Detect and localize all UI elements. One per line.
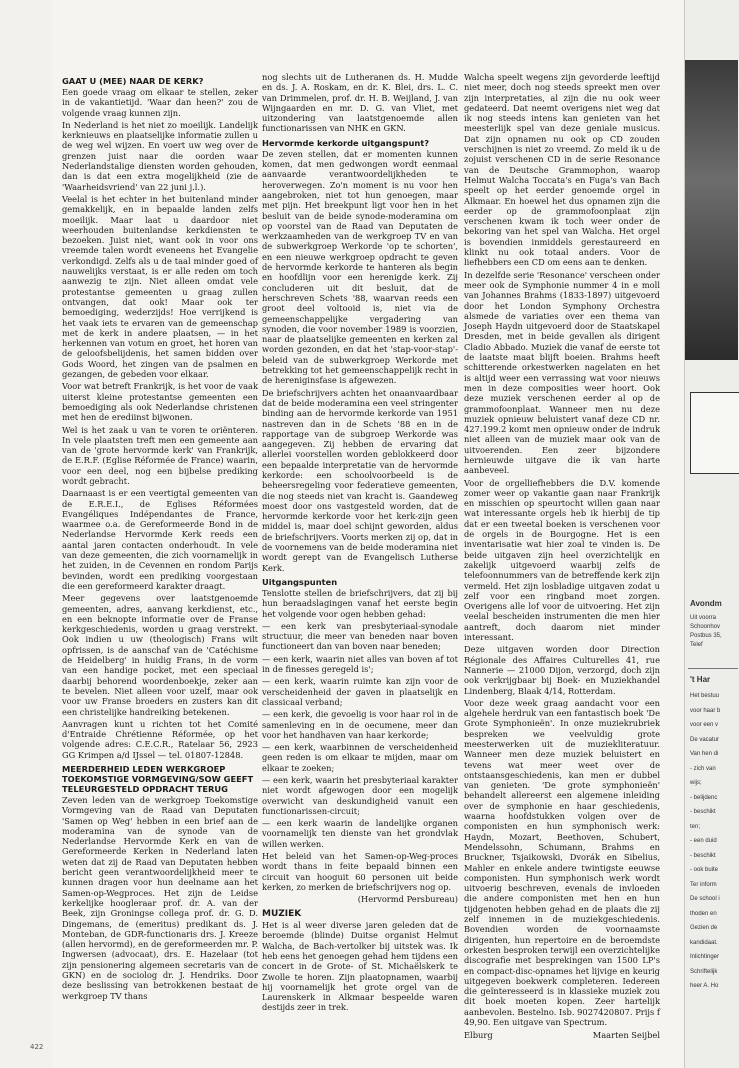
adjacent-photo — [685, 60, 738, 360]
byline-place: Elburg — [464, 1030, 493, 1041]
adjacent-text-line: Schoonhov — [690, 624, 721, 630]
section-heading: MEERDERHEID LEDEN WERKGROEP TOEKOMSTIGE VORMGEVING/SOW GEEFT TELEURGESTELD OPDRACHT TERUG — [62, 764, 254, 794]
paragraph: Meer gegevens over laatstgenoemde gemeenten, adres, aanvang kerkdienst, etc., en een beknopte informatie over de Franse kerkgeschiedenis, worden u graag verstrekt. Ook indien u uw (theologisch) Frans wilt opfrissen, is de aanschaf van de 'Catéchisme de Heidelberg' in huidig Frans, in de vorm van een handige pocket, met een speciaal daarbij behorend woordenboekje, zeker aan te bevelen. Niet alleen voor uzelf, maar ook voor uw Franse broeders en zusters kan dit een christelijke handreiking betekenen. — [62, 593, 258, 717]
paragraph: De zeven stellen, dat er momenten kunnen komen, dat men gedwongen wordt eenmaal aanvaarde verantwoordelijkheden te heroverwegen. Zo'n moment is nu voor hen aangebroken, niet tot hun genoegen, maar met pijn. Het breekpunt ligt voor hen in het besluit van de beide synode-moderamina om op voorstel van de Raad van Deputaten de werkzaamheden van de werkgroep TV en van de subwerkgroep Werkorde 'op te schorten', en een nieuwe werkgroep opdracht te geven de hervormde kerkorde te hanteren als begin en hoofdlijn voor een herenigde kerk. Zij concluderen uit dit besluit, dat de herschreven Schets '88, waarvan reeds een groot deel voltooid is, niet via de gemeenschappelijke vergadering van synoden, die voor november 1989 is voorzien, naar de plaatselijke gemeenten en kerken zal worden gezonden, en dat het 'stap-voor-stap'-beleid van de subwerkgroep Werkorde met betrekking tot het gemeenschappelijk recht in de hereniginsfase is afgewezen. — [262, 148, 458, 386]
adjacent-text-line: - een duid — [690, 838, 717, 844]
section-heading: Hervormde kerkorde uitgangspunt? — [262, 137, 430, 148]
paragraph: Zeven leden van de werkgroep Toekomstige Vormgeving van de Raad van Deputaten 'Samen op Weg' hebben in een brief aan de moderamina van de synode van de Nederlandse Hervormde Kerk en van de Gereformeerde Kerken in Nederland laten weten dat zij de Raad van Deputaten hebben bericht geen verantwoordelijkheid meer te kunnen dragen voor hun deelname aan het Samen-op-Wegproces. Het zijn de Leidse kerkelijke hoogleraar prof. dr. A. van der Beek, zijn Groningse collega prof. dr. G. D. Dingemans, de (emeritus) predikant ds. J. Monteban, de GDR-functionaris drs. J. Kreeze (allen hervormd), en de gereformeerden mr. P. Ingwersen (advocaat), drs. E. Hazelaar (tot zijn pensionering algemeen secretaris van de GKN) en de sociolog dr. J. Hendriks. Door deze beslissing van betrokkenen bestaat de werkgroep TV thans — [62, 795, 258, 1001]
section-heading: MUZIEK — [262, 908, 302, 919]
paragraph: — een kerk waarin de landelijke organen voornamelijk ten dienste van het grondvlak willen werken. — [262, 818, 458, 849]
adjacent-text-line: Uit voorra — [690, 615, 717, 621]
adjacent-text-line: Ter inform — [690, 881, 717, 888]
paragraph: De briefschrijvers achten het onaanvaardbaar dat de beide moderamina een veel stringenter binding aan de hervormde kerkorde van 1951 nastreven dan in de Schets '88 en in de rapportage van de subgroep Werkorde was aangegeven. Zij hebben de ervaring dat allerlei voorstellen worden geblokkeerd door een bepaalde interpretatie van de hervormde kerkorde: een schoolvoorbeeld is de beheersregeling voor federatieve gemeenten, die nog steeds niet van kracht is. Gaandeweg moest door ons vastgesteld worden, dat de hervormde kerkorde voor het kerk-zijn geen middel is, maar doel schijnt geworden, aldus de briefschrijvers. Voorts merken zij op, dat in de voornemens van de beide moderamina niet wordt gerept van de Evangelisch Lutherse Kerk. — [262, 387, 458, 573]
section-heading: GAAT U (MEE) NAAR DE KERK? — [62, 76, 204, 86]
paragraph: — een kerk, waarin niet alles van boven af tot in de finesses geregeld is'; — [262, 653, 458, 675]
adjacent-box2-heading: 't Har — [690, 675, 711, 684]
adjacent-text-line: thoden en — [690, 910, 717, 917]
paragraph: In dezelfde serie 'Resonance' verscheen onder meer ook de Symphonie nummer 4 in e moll van Johannes Brahms (1833-1897) uitgevoerd door het London Symphony Orchestra alsmede de variaties over een thema van Joseph Haydn uitgevoerd door de Staatskapel Dresden, met in beide gevallen als dirigent Cladio Abbado. Muziek die vanaf de eerste tot de laatste maat blijft boeien. Brahms heeft schitterende orkestwerken nagelaten en het is altijd weer een verrassing wat voor nieuws men in deze composities weer hoort. Ook deze muziek verschenen eerder al op de grammofoonplaat. Wanneer men nu deze muziek opnieuw beluistert vanaf deze CD nr. 427.199.2 komt men opnieuw onder de indruk niet alleen van de muziek maar ook van de uitvoerenden. Een zeer bijzondere hernieuwde uitgave die ik van harte aanbeveel. — [464, 269, 660, 476]
paragraph: In Nederland is het niet zo moeilijk. Landelijk kerknieuws en plaatselijke informatie zullen u de weg wel wijzen. En voert uw weg over de grenzen juist naar die oorden waar Nederlandstalige diensten worden gehouden, dan is dat een extra mogelijkheid (zie de 'Waarheidsvriend' van 22 juni j.l.). — [62, 119, 258, 192]
adjacent-text-line: wijs; — [690, 780, 702, 786]
adjacent-text-line: Schriftelijk — [690, 968, 718, 975]
paragraph: nog slechts uit de Lutheranen ds. H. Mudde en ds. J. A. Roskam, en dr. K. Blei, drs. L. C. van Drimmelen, prof. dr. H. B. Weijland, J. van Wijngaarden en mr. D. G. van Vliet, met uitzondering van laatstgenoemde allen functionarissen van NHK en GKN. — [262, 72, 458, 134]
paragraph: Deze uitgaven worden door Direction Régionale des Affaires Culturelles 41, rue Nannerie — 21000 Dijon, verzorgd, doch zijn ook verkrijgbaar bij Boek- en Muziekhandel Lindenberg, Blaak 4/14, Rotterdam. — [464, 644, 660, 696]
adjacent-text-line: Telef — [690, 642, 703, 648]
adjacent-text-line: De vacatur — [690, 736, 720, 743]
adjacent-text-line: Van hen di — [690, 751, 719, 757]
adjacent-text-line: Inlichtinger — [690, 954, 720, 960]
adjacent-text-line: De school i — [690, 896, 720, 902]
adjacent-text-line: - ook buite — [690, 867, 719, 873]
paragraph: Het is al weer diverse jaren geleden dat de beroemde (blinde) Duitse organist Helmut Walcha, de Bach-vertolker bij uitstek was. Ik heb eens het genoegen gehad hem tijdens een concert in de Grote- of St. Michaëlskerk te Zwolle te horen. Zijn plaatopnamen, waarbij hij voornamelijk het grote orgel van de Laurenskerk in Alkmaar bespeelde waren destijds zeer in trek. — [262, 920, 458, 1013]
adjacent-ad-heading: Avondm — [690, 599, 722, 608]
adjacent-divider — [688, 668, 738, 669]
adjacent-text-line: Het bestuu — [690, 693, 720, 699]
adjacent-text-line: - beschikt — [690, 809, 716, 815]
adjacent-box — [690, 392, 739, 474]
article-column-2 — [262, 72, 458, 1032]
paragraph: Walcha speelt wegens zijn gevorderde leeftijd niet meer, doch nog steeds spreekt men over zijn interpretaties, al zijn die nu ook weer gedateerd. Dat neemt overigens niet weg dat ik nog steeds intens kan genieten van het meesterlijk spel van deze geniale musicus. Dat zijn opnamen nu ook op CD zouden verschijnen is niet zo vreemd. Zo meld ik u de zojuist verschenen CD in de serie Resonance van de Deutsche Grammophon, waarop Helmut Walcha Toccata's en Fuga's van Bach speelt op het eerder genoemde orgel in Alkmaar. En hoewel het dus opnamen zijn die eerder op de grammofoonplaat zijn verschenen kwam ik toch weer onder de bekoring van het spel van Walcha. Het orgel is bovendien inmiddels gerestaureerd en klinkt nu ook totaal anders. Voor de liefhebbers een CD om eens aan te denken. — [464, 72, 660, 268]
adjacent-text-line: voor een v — [690, 722, 719, 728]
adjacent-text-line: kandidaat. — [690, 939, 718, 946]
paragraph: Een goede vraag om elkaar te stellen, zeker in de vakantietijd. 'Waar dan heen?' zou de volgende vraag kunnen zijn. — [62, 87, 258, 118]
source-credit: (Hervormd Persbureau) — [357, 894, 458, 905]
adjacent-text-line: Postbus 35, — [690, 633, 722, 639]
adjacent-text-line: voor haar b — [690, 707, 721, 714]
paragraph: Voor de orgelliefhebbers die D.V. komende zomer weer op vakantie gaan naar Frankrijk en misschien op speurtocht willen gaan naar wat interessante orgels heb ik hierbij de tip dat er een tweetal boeken is verschenen voor de orgels in de Bourgogne. Het is een inventarisatie wat hier zoal te vinden is. De beide uitgaven zijn heel overzichtelijk en zakelijk uitgevoerd waarbij zelfs de telefoonnummers van de betreffende kerk zijn vermeld. Het zijn losbladige uitgaven zodat u zelf voor een ringband moet zorgen. Overigens alle lof voor de uitvoering. Het zijn veelal bescheiden instrumenten die men hier aantreft, doch daarom niet minder interessant. — [464, 477, 660, 643]
paragraph: — een kerk, waarin ruimte kan zijn voor de verscheidenheid der gaven in plaatselijk en classicaal verband; — [262, 676, 458, 707]
byline-author: Maarten Seijbel — [592, 1030, 660, 1041]
paragraph: — een kerk van presbyteriaal-synodale structuur, die meer van beneden naar boven functioneert dan van boven naar beneden; — [262, 620, 458, 652]
paragraph: Voor wat betreft Frankrijk, is het voor de vaak uiterst kleine protestantse gemeenten een bemoediging als ook Nederlandse christenen met hen de erediinst bijwonen. — [62, 381, 258, 423]
paragraph: Voor deze week graag aandacht voor een algehele herdruk van een fantastisch boek 'De Grote Symphonieën'. In onze muziekrubriek bespreken we veelvuldig grote meesterwerken uit de muziekliteratuur. Wanneer men deze muziek beluistert en tevens wat meer weet over de ontstaansgeschiedenis, kan men er dubbel van genieten. 'De grote symphonieën' behandelt allereerst een algemene inleiding over de symphonie en haar geschiedenis, waarna hoofdstukken volgen over de componisten en hun symphonisch werk: Haydn, Mozart, Beethoven, Schubert, Mendelssohn, Schumann, Brahms en Bruckner, Tsjaikowski, Dvorák en Sibelius, Mahler en enkele andere twintigste eeuwse componisten. Hun symphonisch werk wordt uitvoerig beschreven, evenals de invloeden die andere componisten met hen en hun tijdgenoten hebben gehad en de plaats die zij zelf innemen in de muziekgeschiedenis. Bovendien worden de voornaamste dirigenten, hun repertoire en de beroemdste orkesten besproken terwijl een overzichtelijke discografie met besprekingen van 1500 LP's en compact-disc-opnames het lijvige en keurig uitgegeven boekwerk completeren. Iedereen die geïnteresseerd is in klassieke muziek zou dit boek moeten kopen. Zeer hartelijk aanbevolen. Bestelno. Isb. 9027420807. Prijs f 49,90. Een uitgave van Spectrum. — [464, 697, 660, 1028]
byline — [464, 1030, 660, 1040]
paragraph: — een kerk, waarbinnen de verscheidenheid geen reden is om elkaar te mijden, maar om elkaar te zoeken; — [262, 742, 458, 773]
paragraph: Aanvragen kunt u richten tot het Comité d'Entraide Chrétienne Réformée, op het volgende adres: C.E.C.R., Ratelaar 56, 2923 GG Krimpen a/d IJssel — tel. 01807-12848. — [62, 718, 258, 760]
adjacent-text-line: ten; — [690, 823, 701, 830]
paragraph: — een kerk, die gevoelig is voor haar rol in de samenleving en in de oecumene, meer dan voor het handhaven van haar kerkorde; — [262, 709, 458, 740]
paragraph: Veelal is het echter in het buitenland minder gemakkelijk, en in bepaalde landen zelfs moeilijk. Maar laat u daardoor niet weerhouden buitenlandse kerkdiensten te bezoeken. Juist niet, want ook in voor ons vreemde talen wordt eveneens het Evangelie verkondigd. Zelfs als u de taal minder goed of nauwelijks verstaat, is er alle reden om toch aanwezig te zijn. Niet alleen omdat vele protestantse gemeenten u graag zullen ontvangen, dat ook! Maar ook ter bemoediging, wederzijds! Hoe verrijkend is het vaak iets te ervaren van de gemeenschap met de kerk in andere plaatsen, — in het herkennen van votum en groet, het horen van de geloofsbelijdenis, het samen bidden over Gods Woord, het zingen van de psalmen en gezangen, de gebeden voor elkaar. — [62, 193, 258, 380]
page-number: 422 — [30, 1043, 44, 1051]
paragraph: Het beleid van het Samen-op-Weg-proces wordt thans in feite bepaald binnen een circuit van hooguit 60 personen uit beide kerken, zo merken de briefschrijvers nog op. — [262, 851, 458, 892]
paragraph: Tenslotte stellen de briefschrijvers, dat zij bij hun beraadslagingen vanaf het eerste begin het volgende voor ogen hebben gehad: — [262, 587, 458, 619]
section-heading: Uitgangspunten — [262, 576, 338, 587]
article-column-3 — [464, 72, 660, 1041]
adjacent-text-line: Gezien de — [690, 925, 718, 931]
adjacent-text-line: - beschikt — [690, 852, 716, 859]
adjacent-text-line: - belijdenc — [690, 794, 718, 801]
adjacent-text-line: - zich van — [690, 765, 716, 772]
paragraph: Wel is het zaak u van te voren te oriënteren. In vele plaatsten treft men een gemeente aan van de 'grote hervormde kerk' van Frankrijk, de E.R.F. (Eglise Réformée de France) waarin, voor een deel, nog een bijbelse prediking wordt gebracht. — [62, 424, 258, 486]
adjacent-text-line: heer A. Ho — [690, 983, 719, 989]
paragraph: — een kerk, waarin het presbyteriaal karakter niet wordt afgewogen door een mogelijk overwicht van deskundigheid vanuit een functionarissen-circuit; — [262, 775, 458, 816]
article-column-1 — [62, 72, 258, 1032]
paragraph: Daarnaast is er een veertigtal gemeenten van de E.R.E.I., de Eglises Réformées Evangéliques Indépendantes de France, waarmee o.a. de Gereformeerde Bond in de Nederlandse Hervormde Kerk reeds een aantal jaren contacten onderhoudt. In vele van deze gemeenten, die zich voornamelijk in het zuiden, in de Cevennen en rondom Parijs bevinden, wordt een prediking voorgestaan die een gereformeerd karakter draagt. — [62, 488, 258, 591]
